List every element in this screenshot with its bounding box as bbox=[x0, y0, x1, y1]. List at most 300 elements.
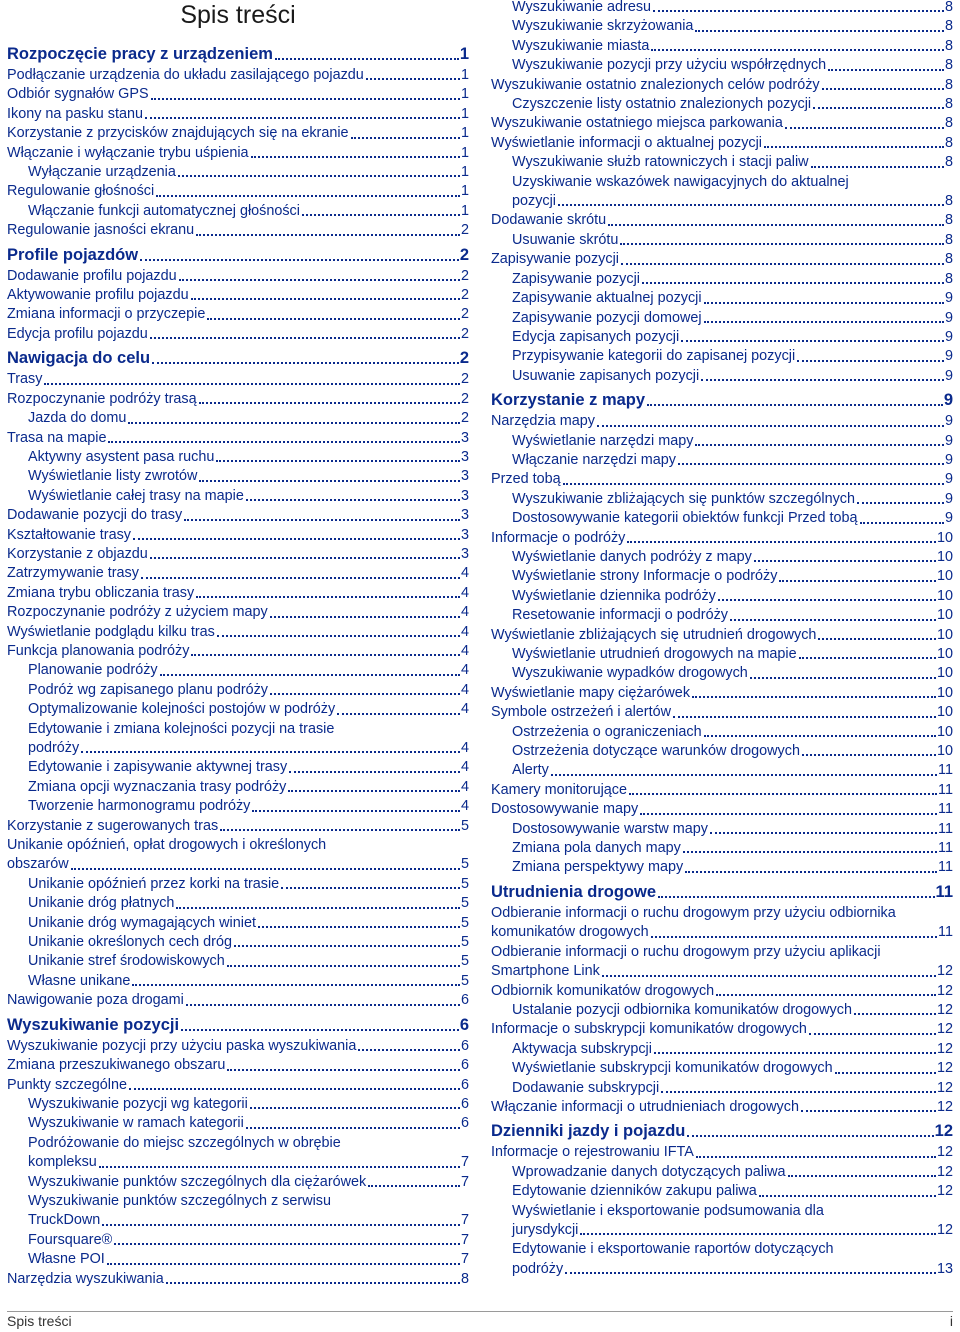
toc-section-entry[interactable] bbox=[7, 1076, 469, 1095]
toc-subsection-entry[interactable] bbox=[491, 645, 953, 664]
toc-subsection-entry[interactable] bbox=[491, 37, 953, 56]
toc-section-entry[interactable] bbox=[7, 267, 469, 286]
toc-entry-title-continued: pozycji bbox=[512, 193, 556, 210]
toc-subsection-entry[interactable] bbox=[7, 1114, 469, 1133]
toc-chapter-entry[interactable] bbox=[7, 348, 469, 369]
toc-subsection-entry[interactable] bbox=[491, 0, 953, 17]
toc-entry-title: Edytowanie dzienników zakupu paliwa bbox=[512, 1183, 757, 1200]
toc-page-number: 10 bbox=[936, 684, 953, 701]
dot-leader bbox=[608, 224, 944, 226]
toc-page-number: 8 bbox=[944, 96, 953, 113]
toc-page-number: 3 bbox=[460, 545, 469, 562]
toc-section-entry[interactable] bbox=[7, 66, 469, 85]
toc-page-number: 10 bbox=[936, 607, 953, 624]
toc-page-number: 9 bbox=[944, 413, 953, 430]
toc-section-entry[interactable] bbox=[7, 991, 469, 1010]
dot-leader bbox=[828, 69, 944, 71]
toc-subsection-entry[interactable] bbox=[7, 1192, 469, 1231]
toc-entry-title: Wyszukiwanie wypadków drogowych bbox=[512, 665, 748, 682]
dot-leader bbox=[166, 1282, 460, 1284]
toc-subsection-entry[interactable] bbox=[7, 972, 469, 991]
toc-section-entry[interactable] bbox=[7, 506, 469, 525]
toc-page-number: 1 bbox=[460, 125, 469, 142]
toc-page-number: 12 bbox=[936, 1021, 953, 1038]
dot-leader bbox=[696, 1156, 936, 1158]
toc-page-number: 4 bbox=[460, 740, 469, 756]
toc-page-number: 9 bbox=[944, 490, 953, 507]
toc-page-number: 10 bbox=[936, 548, 953, 565]
toc-entry-title: Ustalanie pozycji odbiornika komunikatów drogowych bbox=[512, 1001, 852, 1018]
toc-page-number: 7 bbox=[460, 1231, 469, 1248]
toc-page-number: 3 bbox=[460, 507, 469, 524]
toc-section-entry[interactable] bbox=[491, 1020, 953, 1039]
toc-entry-title: Funkcja planowania podróży bbox=[7, 642, 190, 659]
toc-page-number: 12 bbox=[936, 1079, 953, 1096]
toc-page-number: 11 bbox=[938, 924, 953, 941]
toc-entry-title: Przypisywanie kategorii do zapisanej pozycji bbox=[512, 348, 796, 365]
toc-entry-title: Edytowanie i zmiana kolejności pozycji na trasie bbox=[28, 720, 335, 737]
toc-section-entry[interactable] bbox=[7, 1037, 469, 1056]
toc-entry-title: Korzystanie z mapy bbox=[491, 391, 646, 410]
toc-section-entry[interactable] bbox=[491, 250, 953, 269]
toc-section-entry[interactable] bbox=[491, 114, 953, 133]
toc-entry-title: Narzędzia mapy bbox=[491, 413, 595, 430]
dot-leader bbox=[156, 195, 460, 197]
toc-page-number: 2 bbox=[460, 222, 469, 239]
dot-leader bbox=[337, 713, 460, 715]
toc-section-entry[interactable] bbox=[491, 703, 953, 722]
toc-section-entry[interactable] bbox=[7, 642, 469, 661]
toc-section-entry[interactable] bbox=[491, 800, 953, 819]
toc-chapter-entry[interactable] bbox=[7, 44, 469, 65]
dot-leader bbox=[811, 166, 944, 168]
toc-page-number: 3 bbox=[460, 448, 469, 465]
toc-page-number: 11 bbox=[938, 781, 953, 798]
toc-entry-title: Odbiornik komunikatów drogowych bbox=[491, 982, 715, 999]
toc-entry-title: Zmiana opcji wyznaczania trasy podróży bbox=[28, 778, 287, 795]
toc-section-entry[interactable] bbox=[7, 1056, 469, 1075]
toc-subsection-entry[interactable] bbox=[7, 409, 469, 428]
toc-page-number: 12 bbox=[936, 1040, 953, 1057]
toc-subsection-entry[interactable] bbox=[491, 451, 953, 470]
toc-entry-title: Podróżowanie do miejsc szczególnych w obrębie bbox=[28, 1134, 341, 1151]
toc-subsection-entry[interactable] bbox=[7, 1173, 469, 1192]
dot-leader bbox=[695, 444, 944, 446]
dot-leader bbox=[701, 379, 944, 381]
toc-entry-title: Trasa na mapie bbox=[7, 429, 107, 446]
toc-page-number: 8 bbox=[944, 212, 953, 229]
toc-page-number: 9 bbox=[944, 510, 953, 527]
dot-leader bbox=[750, 677, 936, 679]
toc-subsection-entry[interactable] bbox=[491, 742, 953, 761]
toc-subsection-entry[interactable] bbox=[7, 448, 469, 467]
dot-leader bbox=[551, 774, 937, 776]
toc-subsection-entry[interactable] bbox=[491, 606, 953, 625]
toc-entry-continuation bbox=[512, 1260, 953, 1279]
dot-leader bbox=[114, 1243, 460, 1245]
toc-page-number: 1 bbox=[460, 202, 469, 219]
toc-entry-title: Odbieranie informacji o ruchu drogowym przy użyciu aplikacji bbox=[491, 943, 881, 960]
dot-leader bbox=[176, 907, 460, 909]
toc-subsection-entry[interactable] bbox=[7, 202, 469, 221]
toc-subsection-entry[interactable] bbox=[491, 1040, 953, 1059]
toc-page-number: 8 bbox=[944, 18, 953, 35]
footer-section-title: Spis treści bbox=[7, 1313, 72, 1329]
toc-subsection-entry[interactable] bbox=[7, 1231, 469, 1250]
toc-page-number: 12 bbox=[936, 963, 953, 980]
toc-section-entry[interactable] bbox=[491, 1143, 953, 1162]
toc-entry-continuation bbox=[7, 855, 469, 874]
toc-entry-continuation bbox=[491, 962, 953, 981]
toc-subsection-entry[interactable] bbox=[491, 1202, 953, 1241]
toc-section-entry[interactable] bbox=[491, 470, 953, 489]
toc-entry-title: Wyszukiwanie pozycji bbox=[7, 1015, 180, 1034]
toc-entry-title: Wyszukiwanie punktów szczególnych z serwisu bbox=[28, 1192, 331, 1209]
toc-subsection-entry[interactable] bbox=[7, 1134, 469, 1173]
toc-section-entry[interactable] bbox=[7, 836, 469, 875]
dot-leader bbox=[152, 362, 459, 364]
toc-section-entry[interactable] bbox=[491, 943, 953, 982]
toc-section-entry[interactable] bbox=[7, 545, 469, 564]
toc-entry-title: Włączanie informacji o utrudnieniach drogowych bbox=[491, 1098, 799, 1115]
toc-entry-title: Unikanie dróg wymagających winiet bbox=[28, 914, 256, 931]
dot-leader bbox=[181, 1029, 459, 1031]
toc-subsection-entry[interactable] bbox=[491, 587, 953, 606]
toc-entry-title: Nawigowanie poza drogami bbox=[7, 992, 184, 1009]
toc-entry-title: Wyszukiwanie służb ratowniczych i stacji paliw bbox=[512, 154, 809, 171]
toc-entry-continuation bbox=[512, 1221, 953, 1240]
toc-section-entry[interactable] bbox=[7, 623, 469, 642]
toc-entry-title-continued: podróży bbox=[28, 740, 80, 756]
dot-leader bbox=[186, 1004, 460, 1006]
toc-subsection-entry[interactable] bbox=[491, 761, 953, 780]
toc-page-number: 4 bbox=[460, 662, 469, 679]
toc-subsection-entry[interactable] bbox=[491, 820, 953, 839]
toc-chapter-entry[interactable] bbox=[491, 1121, 953, 1142]
dot-leader bbox=[647, 404, 943, 406]
dot-leader bbox=[692, 696, 936, 698]
toc-entry-title-continued: Smartphone Link bbox=[491, 963, 600, 980]
toc-entry-title: Dodawanie skrótu bbox=[491, 212, 607, 229]
dot-leader bbox=[250, 1107, 460, 1109]
toc-entry-title: Resetowanie informacji o podróży bbox=[512, 607, 728, 624]
dot-leader bbox=[151, 98, 460, 100]
dot-leader bbox=[704, 735, 936, 737]
toc-entry-title: Wyświetlanie strony Informacje o podróży bbox=[512, 568, 778, 585]
toc-section-entry[interactable] bbox=[491, 529, 953, 548]
dot-leader bbox=[71, 868, 460, 870]
dot-leader bbox=[640, 813, 937, 815]
toc-entry-title: Rozpoczęcie pracy z urządzeniem bbox=[7, 45, 273, 63]
toc-subsection-entry[interactable] bbox=[7, 952, 469, 971]
dot-leader bbox=[270, 693, 460, 695]
dot-leader bbox=[207, 318, 460, 320]
toc-page-number: 6 bbox=[460, 992, 469, 1009]
toc-subsection-entry[interactable] bbox=[491, 328, 953, 347]
toc-entry-title-continued: podróży bbox=[512, 1260, 564, 1277]
toc-page-number: 9 bbox=[944, 451, 953, 468]
dot-leader bbox=[857, 502, 944, 504]
toc-subsection-entry[interactable] bbox=[7, 1095, 469, 1114]
toc-page-number: 10 bbox=[936, 529, 953, 546]
dot-leader bbox=[150, 337, 460, 339]
toc-subsection-entry[interactable] bbox=[491, 548, 953, 567]
toc-page-number: 7 bbox=[460, 1251, 469, 1268]
dot-leader bbox=[718, 599, 936, 601]
toc-page-number: 5 bbox=[460, 875, 469, 892]
toc-entry-continuation bbox=[28, 1153, 469, 1172]
toc-entry-title: Własne POI bbox=[28, 1251, 105, 1268]
toc-page-number: 2 bbox=[460, 390, 469, 407]
dot-leader bbox=[683, 851, 937, 853]
dot-leader bbox=[642, 282, 944, 284]
toc-section-entry[interactable] bbox=[7, 564, 469, 583]
toc-entry-title: Narzędzia wyszukiwania bbox=[7, 1270, 164, 1287]
dot-leader bbox=[687, 1135, 933, 1137]
toc-page-number: 2 bbox=[460, 287, 469, 304]
toc-section-entry[interactable] bbox=[491, 904, 953, 943]
toc-section-entry[interactable] bbox=[7, 817, 469, 836]
toc-subsection-entry[interactable] bbox=[491, 17, 953, 36]
toc-subsection-entry[interactable] bbox=[491, 56, 953, 75]
toc-chapter-entry[interactable] bbox=[491, 882, 953, 903]
toc-section-entry[interactable] bbox=[491, 982, 953, 1001]
toc-entry-title: Wyświetlanie dziennika podróży bbox=[512, 587, 716, 604]
toc-page-number: 1 bbox=[460, 164, 469, 181]
toc-subsection-entry[interactable] bbox=[491, 153, 953, 172]
dot-leader bbox=[716, 994, 936, 996]
toc-subsection-entry[interactable] bbox=[7, 163, 469, 182]
toc-subsection-entry[interactable] bbox=[491, 367, 953, 386]
dot-leader bbox=[813, 107, 944, 109]
toc-entry-title: Edytowanie i eksportowanie raportów dotyczących bbox=[512, 1241, 834, 1258]
dot-leader bbox=[191, 654, 460, 656]
toc-section-entry[interactable] bbox=[7, 124, 469, 143]
toc-entry-title: Nawigacja do celu bbox=[7, 349, 151, 368]
toc-subsection-entry[interactable] bbox=[491, 289, 953, 308]
toc-subsection-entry[interactable] bbox=[7, 914, 469, 933]
toc-entry-title: Wyświetlanie listy zwrotów bbox=[28, 468, 198, 485]
toc-page-number: 2 bbox=[460, 325, 469, 342]
dot-leader bbox=[565, 1272, 936, 1274]
toc-subsection-entry[interactable] bbox=[7, 720, 469, 759]
toc-entry-title: Foursquare® bbox=[28, 1231, 113, 1248]
toc-subsection-entry[interactable] bbox=[7, 933, 469, 952]
toc-page-number: 5 bbox=[460, 895, 469, 912]
dot-leader bbox=[661, 1091, 936, 1093]
toc-page-number: 7 bbox=[460, 1154, 469, 1171]
dot-leader bbox=[196, 234, 460, 236]
toc-subsection-entry[interactable] bbox=[491, 839, 953, 858]
toc-entry-title: Wyszukiwanie zbliżających się punktów szczególnych bbox=[512, 490, 855, 507]
toc-section-entry[interactable] bbox=[7, 526, 469, 545]
toc-subsection-entry[interactable] bbox=[491, 1240, 953, 1279]
toc-subsection-entry[interactable] bbox=[7, 1250, 469, 1269]
toc-entry-title: Dostosowywanie mapy bbox=[491, 801, 639, 818]
toc-entry-title: Optymalizowanie kolejności postojów w podróży bbox=[28, 701, 336, 718]
toc-section-entry[interactable] bbox=[7, 85, 469, 104]
dot-leader bbox=[704, 321, 944, 323]
dot-leader bbox=[160, 674, 460, 676]
toc-page-number: 2 bbox=[460, 410, 469, 427]
toc-subsection-entry[interactable] bbox=[7, 487, 469, 506]
toc-section-entry[interactable] bbox=[7, 325, 469, 344]
toc-section-entry[interactable] bbox=[491, 134, 953, 153]
toc-section-entry[interactable] bbox=[491, 76, 953, 95]
toc-page-number: 9 bbox=[944, 348, 953, 365]
toc-section-entry[interactable] bbox=[7, 105, 469, 124]
toc-page-number: 4 bbox=[460, 604, 469, 621]
toc-section-entry[interactable] bbox=[7, 221, 469, 240]
dot-leader bbox=[141, 577, 460, 579]
toc-entry-title: Zapisywanie pozycji domowej bbox=[512, 309, 702, 326]
toc-subsection-entry[interactable] bbox=[7, 681, 469, 700]
toc-subsection-entry[interactable] bbox=[7, 894, 469, 913]
toc-page-number: 8 bbox=[944, 37, 953, 54]
toc-page-number: 9 bbox=[944, 309, 953, 326]
dot-leader bbox=[785, 127, 944, 129]
toc-entry-title: Edycja profilu pojazdu bbox=[7, 325, 148, 342]
toc-entry-continuation bbox=[28, 1211, 469, 1230]
toc-subsection-entry[interactable] bbox=[491, 1182, 953, 1201]
toc-subsection-entry[interactable] bbox=[491, 567, 953, 586]
toc-page-number: 11 bbox=[938, 762, 953, 779]
dot-leader bbox=[199, 480, 460, 482]
toc-subsection-entry[interactable] bbox=[491, 173, 953, 212]
toc-subsection-entry[interactable] bbox=[491, 231, 953, 250]
toc-entry-title: Ostrzeżenia dotyczące warunków drogowych bbox=[512, 743, 800, 760]
toc-section-entry[interactable] bbox=[7, 182, 469, 201]
toc-entry-title: Usuwanie skrótu bbox=[512, 231, 619, 248]
toc-page-number: 3 bbox=[460, 487, 469, 504]
toc-subsection-entry[interactable] bbox=[491, 347, 953, 366]
toc-section-entry[interactable] bbox=[7, 370, 469, 389]
toc-subsection-entry[interactable] bbox=[491, 664, 953, 683]
toc-page-number: 12 bbox=[936, 1163, 953, 1180]
toc-page-number: 13 bbox=[936, 1260, 953, 1277]
toc-section-entry[interactable] bbox=[7, 1270, 469, 1289]
toc-page-number: 8 bbox=[944, 270, 953, 287]
dot-leader bbox=[860, 522, 944, 524]
toc-entry-title: Unikanie opóźnień przez korki na trasie bbox=[28, 875, 280, 892]
toc-entry-title: Uzyskiwanie wskazówek nawigacyjnych do aktualnej bbox=[512, 173, 849, 190]
dot-leader bbox=[270, 616, 460, 618]
toc-section-entry[interactable] bbox=[491, 1098, 953, 1117]
toc-page-number: 8 bbox=[944, 76, 953, 93]
toc-subsection-entry[interactable] bbox=[491, 723, 953, 742]
toc-chapter-entry[interactable] bbox=[7, 245, 469, 266]
dot-leader bbox=[217, 635, 460, 637]
toc-page-number: 1 bbox=[460, 183, 469, 200]
toc-section-entry[interactable] bbox=[7, 305, 469, 324]
toc-entry-title: Wyświetlanie zbliżających się utrudnień drogowych bbox=[491, 626, 817, 643]
toc-page-number: 8 bbox=[944, 57, 953, 74]
toc-subsection-entry[interactable] bbox=[491, 270, 953, 289]
dot-leader bbox=[184, 519, 460, 521]
dot-leader bbox=[704, 302, 944, 304]
toc-subsection-entry[interactable] bbox=[7, 797, 469, 816]
toc-subsection-entry[interactable] bbox=[491, 1001, 953, 1020]
toc-entry-title: Regulowanie jasności ekranu bbox=[7, 222, 195, 239]
toc-section-entry[interactable] bbox=[491, 781, 953, 800]
toc-entry-title: Korzystanie z sugerowanych tras bbox=[7, 817, 219, 834]
toc-page-number: 6 bbox=[460, 1095, 469, 1112]
dot-leader bbox=[651, 936, 937, 938]
toc-entry-title-continued: komunikatów drogowych bbox=[491, 924, 649, 941]
dot-leader bbox=[678, 463, 944, 465]
dot-leader bbox=[854, 1013, 936, 1015]
toc-section-entry[interactable] bbox=[7, 584, 469, 603]
dot-leader bbox=[822, 88, 944, 90]
toc-section-entry[interactable] bbox=[7, 603, 469, 622]
toc-entry-title: Włączanie i wyłączanie trybu uśpienia bbox=[7, 144, 249, 161]
toc-entry-continuation bbox=[28, 739, 469, 758]
toc-chapter-entry[interactable] bbox=[491, 390, 953, 411]
toc-entry-title: Zapisywanie pozycji bbox=[491, 251, 619, 268]
toc-section-entry[interactable] bbox=[7, 144, 469, 163]
toc-entry-title: Korzystanie z przycisków znajdujących się na ekranie bbox=[7, 125, 349, 142]
dot-leader bbox=[730, 619, 936, 621]
dot-leader bbox=[289, 771, 460, 773]
dot-leader bbox=[258, 926, 460, 928]
toc-subsection-entry[interactable] bbox=[7, 875, 469, 894]
toc-subsection-entry[interactable] bbox=[491, 490, 953, 509]
toc-column-left bbox=[7, 40, 469, 1289]
toc-subsection-entry[interactable] bbox=[491, 309, 953, 328]
toc-subsection-entry[interactable] bbox=[491, 509, 953, 528]
toc-page-number: 12 bbox=[936, 982, 953, 999]
toc-subsection-entry[interactable] bbox=[7, 778, 469, 797]
toc-entry-title: Informacje o rejestrowaniu IFTA bbox=[491, 1144, 694, 1161]
toc-subsection-entry[interactable] bbox=[7, 467, 469, 486]
toc-entry-title: Wyświetlanie całej trasy na mapie bbox=[28, 487, 244, 504]
toc-subsection-entry[interactable] bbox=[491, 1163, 953, 1182]
toc-section-entry[interactable] bbox=[7, 286, 469, 305]
toc-entry-title: Punkty szczególne bbox=[7, 1076, 127, 1093]
toc-section-entry[interactable] bbox=[491, 626, 953, 645]
toc-page-number: 9 bbox=[944, 471, 953, 488]
toc-subsection-entry[interactable] bbox=[7, 661, 469, 680]
toc-page-number: 2 bbox=[460, 371, 469, 388]
toc-entry-title: Włączanie narzędzi mapy bbox=[512, 451, 676, 468]
dot-leader bbox=[288, 790, 460, 792]
toc-page-number: 4 bbox=[460, 798, 469, 815]
toc-section-entry[interactable] bbox=[7, 390, 469, 409]
dot-leader bbox=[252, 810, 460, 812]
toc-entry-title: Aktywowanie profilu pojazdu bbox=[7, 287, 189, 304]
toc-section-entry[interactable] bbox=[491, 684, 953, 703]
toc-section-entry[interactable] bbox=[491, 412, 953, 431]
toc-subsection-entry[interactable] bbox=[7, 700, 469, 719]
toc-section-entry[interactable] bbox=[7, 429, 469, 448]
toc-entry-title: Zmiana perspektywy mapy bbox=[512, 859, 684, 876]
dot-leader bbox=[799, 657, 936, 659]
toc-chapter-entry[interactable] bbox=[7, 1015, 469, 1036]
dot-leader bbox=[351, 137, 460, 139]
toc-subsection-entry[interactable] bbox=[491, 432, 953, 451]
toc-subsection-entry[interactable] bbox=[491, 858, 953, 877]
dot-leader bbox=[102, 1224, 460, 1226]
toc-subsection-entry[interactable] bbox=[7, 758, 469, 777]
toc-entry-title: Zapisywanie aktualnej pozycji bbox=[512, 290, 702, 307]
toc-subsection-entry[interactable] bbox=[491, 95, 953, 114]
toc-section-entry[interactable] bbox=[491, 211, 953, 230]
toc-entry-title: Dostosowywanie kategorii obiektów funkcji Przed tobą bbox=[512, 510, 858, 527]
toc-subsection-entry[interactable] bbox=[491, 1079, 953, 1098]
toc-entry-title: Wyświetlanie informacji o aktualnej pozycji bbox=[491, 134, 763, 151]
toc-subsection-entry[interactable] bbox=[491, 1059, 953, 1078]
dot-leader bbox=[658, 896, 935, 898]
